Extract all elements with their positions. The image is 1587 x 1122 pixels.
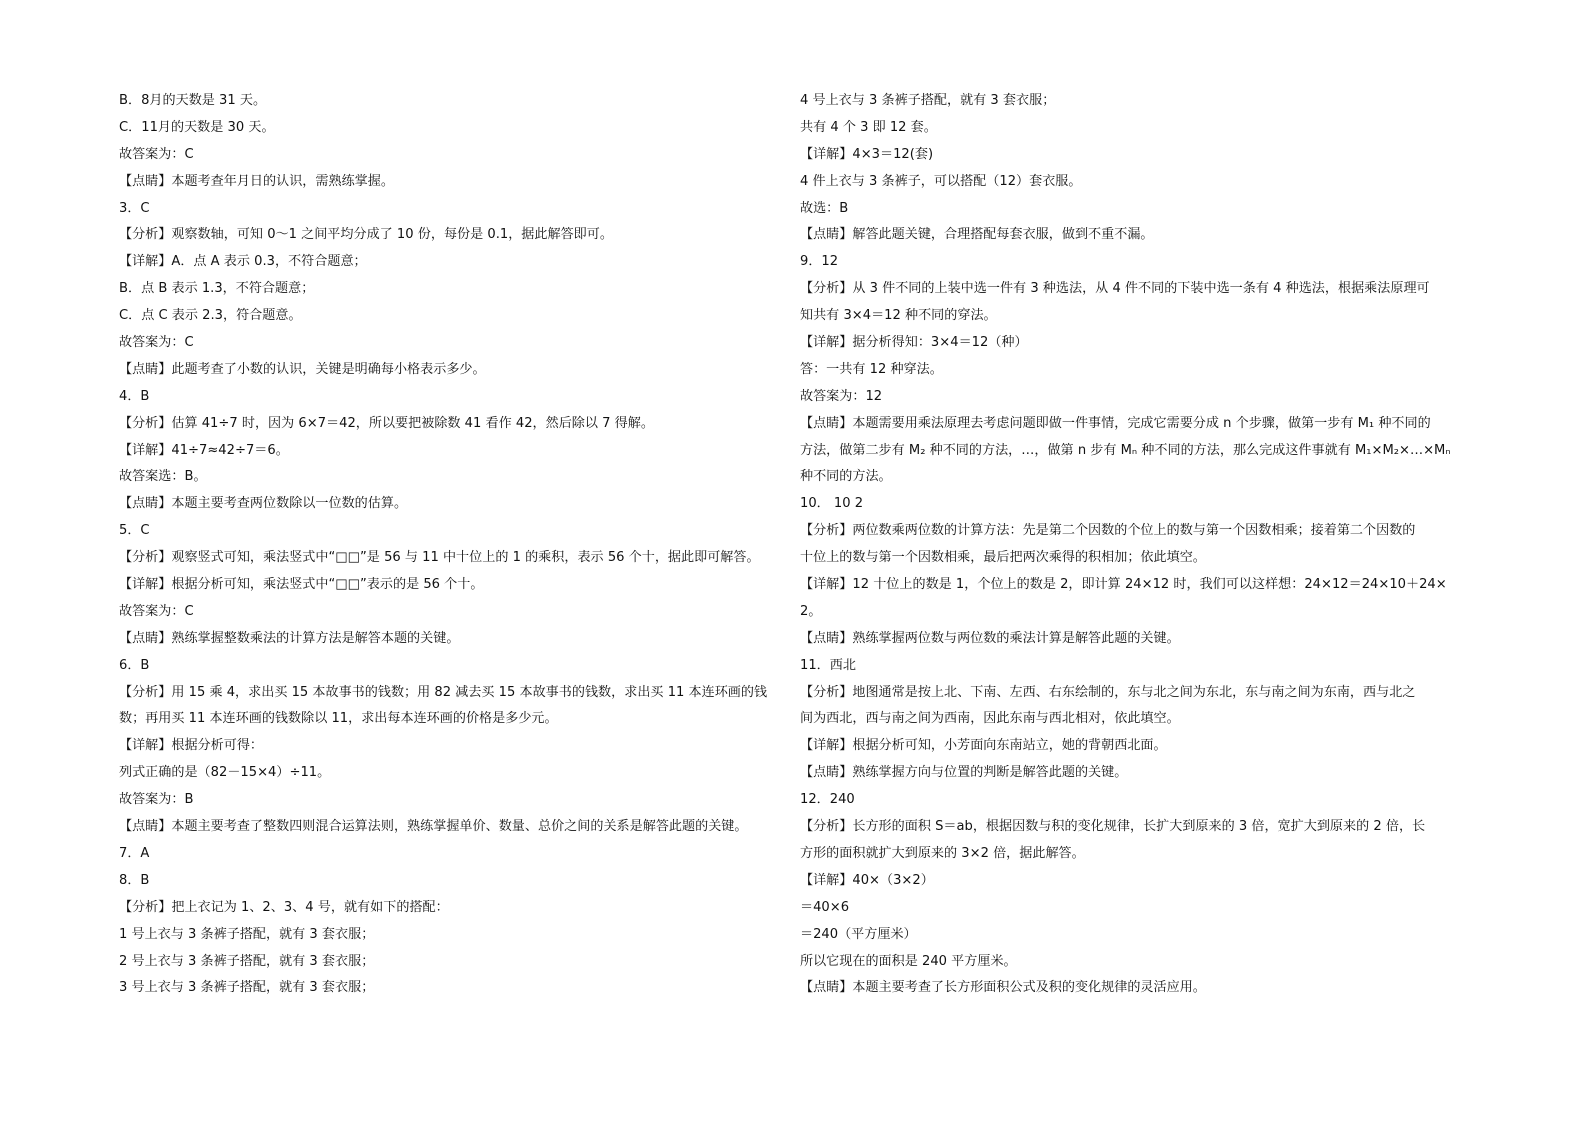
text-line: 【点睛】本题考查年月日的认识，需熟练掌握。 xyxy=(119,173,394,189)
text-line: 故选：B xyxy=(800,200,849,216)
right-column xyxy=(800,92,1468,1006)
text-line: 【详解】根据分析可知，小芳面向东南站立，她的背朝西北面。 xyxy=(800,738,1167,754)
text-line: 方形的面积就扩大到原来的 3×2 倍，据此解答。 xyxy=(800,845,1085,861)
text-line: 2 号上衣与 3 条裤子搭配，就有 3 套衣服； xyxy=(119,953,375,969)
text-line: 11．西北 xyxy=(800,657,856,673)
text-line: 数；再用买 11 本连环画的钱数除以 11，求出每本连环画的价格是多少元。 xyxy=(119,711,558,727)
text-line: 4 号上衣与 3 条裤子搭配，就有 3 套衣服； xyxy=(800,93,1056,108)
text-line: 【详解】根据分析可得： xyxy=(119,738,264,754)
text-line: 8．B xyxy=(119,872,150,888)
text-line: 7．A xyxy=(119,845,150,861)
text-line: 【分析】把上衣记为 1、2、3、4 号，就有如下的搭配： xyxy=(119,899,449,915)
text-line: 【详解】4×3＝12(套) xyxy=(800,146,934,162)
text-line: 2。 xyxy=(800,603,822,619)
text-line: 共有 4 个 3 即 12 套。 xyxy=(800,119,937,135)
text-line: 12．240 xyxy=(800,792,855,808)
text-line: 【详解】12 十位上的数是 1，个位上的数是 2，即计算 24×12 时，我们可以这样想：24×12＝24×10＋24× xyxy=(800,577,1447,593)
text-line: 种不同的方法。 xyxy=(800,469,892,485)
text-line: 方法，做第二步有 M₂ 种不同的方法，…，做第 n 步有 Mₙ 种不同的方法，那么完成这件事就有 M₁×M₂×…×Mₙ xyxy=(800,442,1451,458)
text-line: 故答案为：12 xyxy=(800,388,883,404)
text-line: 4 件上衣与 3 条裤子，可以搭配（12）套衣服。 xyxy=(800,173,1082,189)
text-line: 10． 10 2 xyxy=(800,496,864,512)
text-line: 【详解】根据分析可知，乘法竖式中“□□”表示的是 56 个十。 xyxy=(119,577,484,593)
text-line: 【点睛】此题考查了小数的认识，关键是明确每小格表示多少。 xyxy=(119,361,486,377)
text-line: 【点睛】本题主要考查了长方形面积公式及积的变化规律的灵活应用。 xyxy=(800,980,1206,996)
text-line: 【分析】两位数乘两位数的计算方法：先是第二个因数的个位上的数与第一个因数相乘；接着第二个因数的 xyxy=(800,523,1416,539)
text-line: 所以它现在的面积是 240 平方厘米。 xyxy=(800,953,1017,969)
text-line: 十位上的数与第一个因数相乘，最后把两次乘得的积相加；依此填空。 xyxy=(800,550,1206,566)
text-line: B．8月的天数是 31 天。 xyxy=(119,93,267,108)
text-line: 【详解】41÷7≈42÷7＝6。 xyxy=(119,442,289,458)
text-line: 【详解】40×（3×2） xyxy=(800,872,934,888)
text-line: 【点睛】熟练掌握方向与位置的判断是解答此题的关键。 xyxy=(800,765,1128,781)
left-column xyxy=(119,92,787,1006)
text-line: 【点睛】本题主要考查了整数四则混合运算法则，熟练掌握单价、数量、总价之间的关系是解答此题的关键。 xyxy=(119,819,748,835)
text-line: C．点 C 表示 2.3，符合题意。 xyxy=(119,308,302,324)
text-line: 答：一共有 12 种穿法。 xyxy=(800,361,943,377)
text-line: 故答案为：C xyxy=(119,335,194,351)
text-line: 3 号上衣与 3 条裤子搭配，就有 3 套衣服； xyxy=(119,980,375,996)
text-line: 【点睛】本题主要考查两位数除以一位数的估算。 xyxy=(119,496,408,512)
text-line: 【详解】A．点 A 表示 0.3，不符合题意； xyxy=(119,254,367,270)
text-line: 【分析】估算 41÷7 时，因为 6×7＝42，所以要把被除数 41 看作 42，然后除以 7 得解。 xyxy=(119,415,654,431)
text-line: 间为西北，西与南之间为西南，因此东南与西北相对，依此填空。 xyxy=(800,711,1180,727)
text-line: 【点睛】熟练掌握整数乘法的计算方法是解答本题的关键。 xyxy=(119,630,460,646)
text-line: C．11月的天数是 30 天。 xyxy=(119,119,275,135)
text-line: ＝240（平方厘米） xyxy=(800,926,917,942)
text-line: 【分析】观察数轴，可知 0～1 之间平均分成了 10 份，每份是 0.1，据此解答即可。 xyxy=(119,227,613,243)
text-line: ＝40×6 xyxy=(800,899,850,915)
text-line: 知共有 3×4＝12 种不同的穿法。 xyxy=(800,308,997,324)
text-line: 【分析】地图通常是按上北、下南、左西、右东绘制的，东与北之间为东北，东与南之间为东南，西与北之 xyxy=(800,684,1416,700)
text-line: 【详解】据分析得知：3×4＝12（种） xyxy=(800,335,1028,351)
text-line: 故答案为：C xyxy=(119,603,194,619)
text-line: 故答案选：B。 xyxy=(119,469,207,485)
text-line: 3．C xyxy=(119,200,150,216)
text-line: 【点睛】本题需要用乘法原理去考虑问题即做一件事情，完成它需要分成 n 个步骤，做第一步有 M₁ 种不同的 xyxy=(800,415,1431,431)
text-line: 【分析】从 3 件不同的上装中选一件有 3 种选法，从 4 件不同的下装中选一条有 4 种选法，根据乘法原理可 xyxy=(800,281,1430,297)
text-line: 【点睛】熟练掌握两位数与两位数的乘法计算是解答此题的关键。 xyxy=(800,630,1180,646)
text-line: 故答案为：C xyxy=(119,146,194,162)
text-line: 4．B xyxy=(119,388,150,404)
text-line: 【点睛】解答此题关键，合理搭配每套衣服，做到不重不漏。 xyxy=(800,227,1154,243)
text-line: 【分析】用 15 乘 4，求出买 15 本故事书的钱数；用 82 减去买 15 本故事书的钱数，求出买 11 本连环画的钱 xyxy=(119,684,768,700)
text-line: 6．B xyxy=(119,657,150,673)
text-line: 【分析】长方形的面积 S＝ab，根据因数与积的变化规律，长扩大到原来的 3 倍，宽扩大到原来的 2 倍，长 xyxy=(800,819,1426,835)
text-line: 【分析】观察竖式可知，乘法竖式中“□□”是 56 与 11 中十位上的 1 的乘积，表示 56 个十，据此即可解答。 xyxy=(119,550,760,566)
text-line: 5．C xyxy=(119,523,150,539)
text-line: B．点 B 表示 1.3，不符合题意； xyxy=(119,281,315,297)
text-line: 故答案为：B xyxy=(119,792,194,808)
text-line: 1 号上衣与 3 条裤子搭配，就有 3 套衣服； xyxy=(119,926,375,942)
text-line: 9．12 xyxy=(800,254,839,270)
text-line: 列式正确的是（82－15×4）÷11。 xyxy=(119,765,331,781)
